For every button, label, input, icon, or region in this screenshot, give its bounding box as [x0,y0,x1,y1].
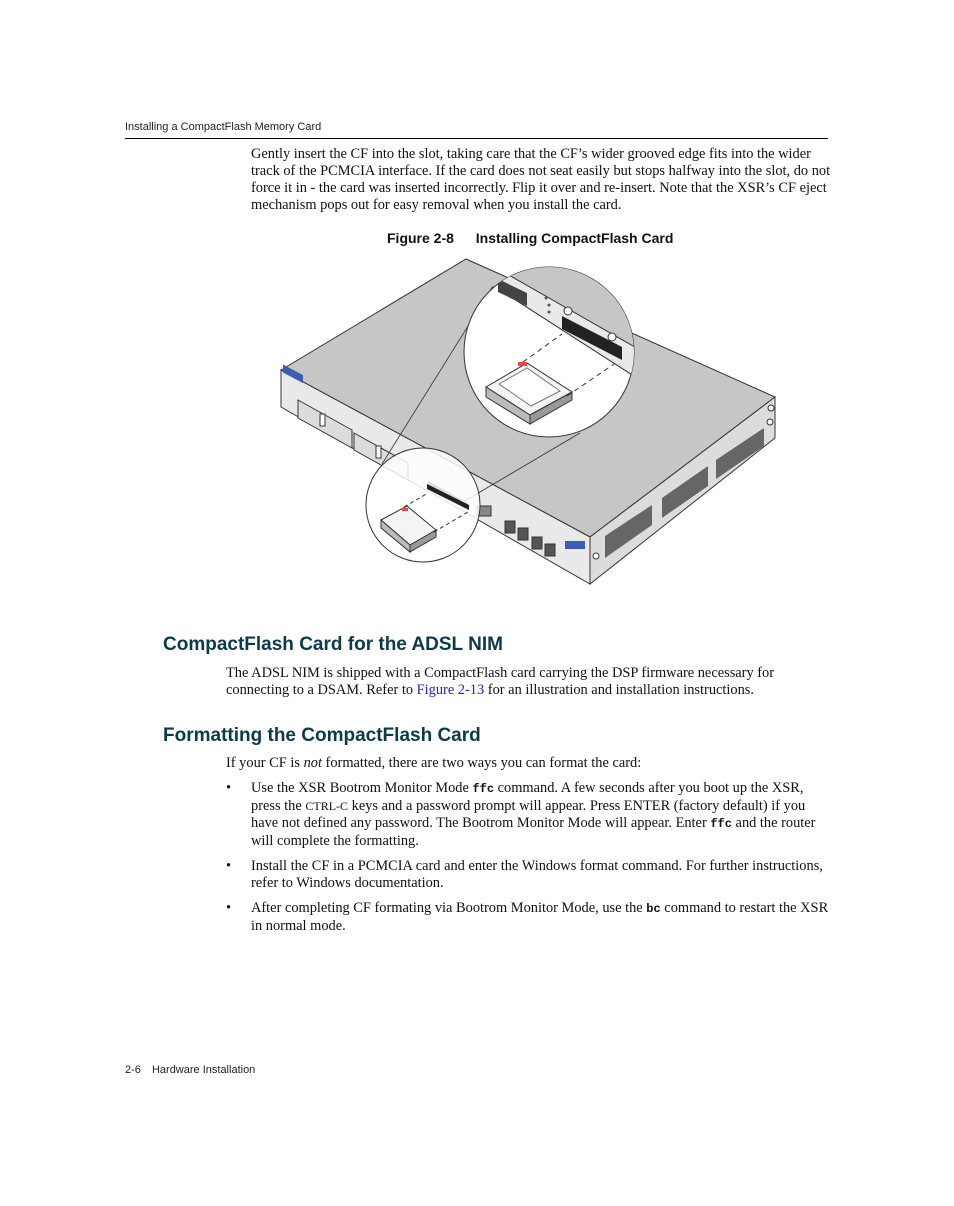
figure-2-13-link[interactable]: Figure 2-13 [416,682,485,698]
emphasis-not: not [303,755,322,771]
intro-paragraph: Gently insert the CF into the slot, taking care that the CF’s wider grooved edge fits into the wider track of the PCMCIA interface. If the card does not seat easily but stops halfway into the slot, do not force it in - the card was inserted incorrectly. Flip it over and re-insert. Note that the XSR’s CF eject mechanism pops out for easy removal when you install the card. [251,146,831,213]
bullet-text: keys and a password prompt will appear. Press ENTER (factory default) if you have not defined any password. The Bootrom Monitor Mode will appear. Enter [251,798,806,831]
section-heading-formatting: Formatting the CompactFlash Card [163,725,481,746]
format-method-list [226,780,829,943]
figure-caption [387,230,673,246]
key-combo: CTRL-C [305,799,349,813]
running-header: Installing a CompactFlash Memory Card [125,121,322,133]
list-item [226,900,829,935]
adsl-text: The ADSL NIM is shipped with a CompactFlash card carrying the DSP firmware necessary for connecting to a DSAM. Refer to [226,665,775,698]
list-item [226,780,829,850]
bullet-text: After completing CF formating via Bootrom Monitor Mode, use the [251,900,647,916]
command-bc: bc [646,902,661,916]
bullet-text: Use the XSR Bootrom Monitor Mode [251,780,473,796]
footer-section: Hardware Installation [151,1064,256,1076]
format-intro [226,755,826,772]
bullet-text: command. A few seconds after you boot up the XSR, press the [251,780,804,814]
header-rule [125,138,828,139]
command-ffc: ffc [710,817,732,831]
bullet-glyph: • [226,858,232,874]
format-intro-text: If your CF is [226,755,304,771]
figure-number: Figure 2-8 [387,230,454,246]
figure-title: Installing CompactFlash Card [475,230,674,246]
adsl-text-after: for an illustration and installation instructions. [484,682,754,698]
command-ffc: ffc [472,782,495,796]
adsl-paragraph [226,665,826,699]
bullet-glyph: • [226,900,232,916]
page-number: 2-6 [125,1064,141,1076]
bullet-text: Install the CF in a PCMCIA card and enter the Windows format command. For further instructions, refer to Windows documentation. [251,858,823,891]
format-intro-text-after: formatted, there are two ways you can format the card: [321,755,642,771]
bullet-glyph: • [226,780,232,796]
page-footer [125,1064,255,1076]
list-item [226,858,829,892]
section-heading-adsl: CompactFlash Card for the ADSL NIM [163,634,503,655]
bullet-text: and the router will complete the formatting. [251,815,816,849]
bullet-text: command to restart the XSR in normal mode. [251,900,829,934]
router-cf-illustration [275,255,785,590]
